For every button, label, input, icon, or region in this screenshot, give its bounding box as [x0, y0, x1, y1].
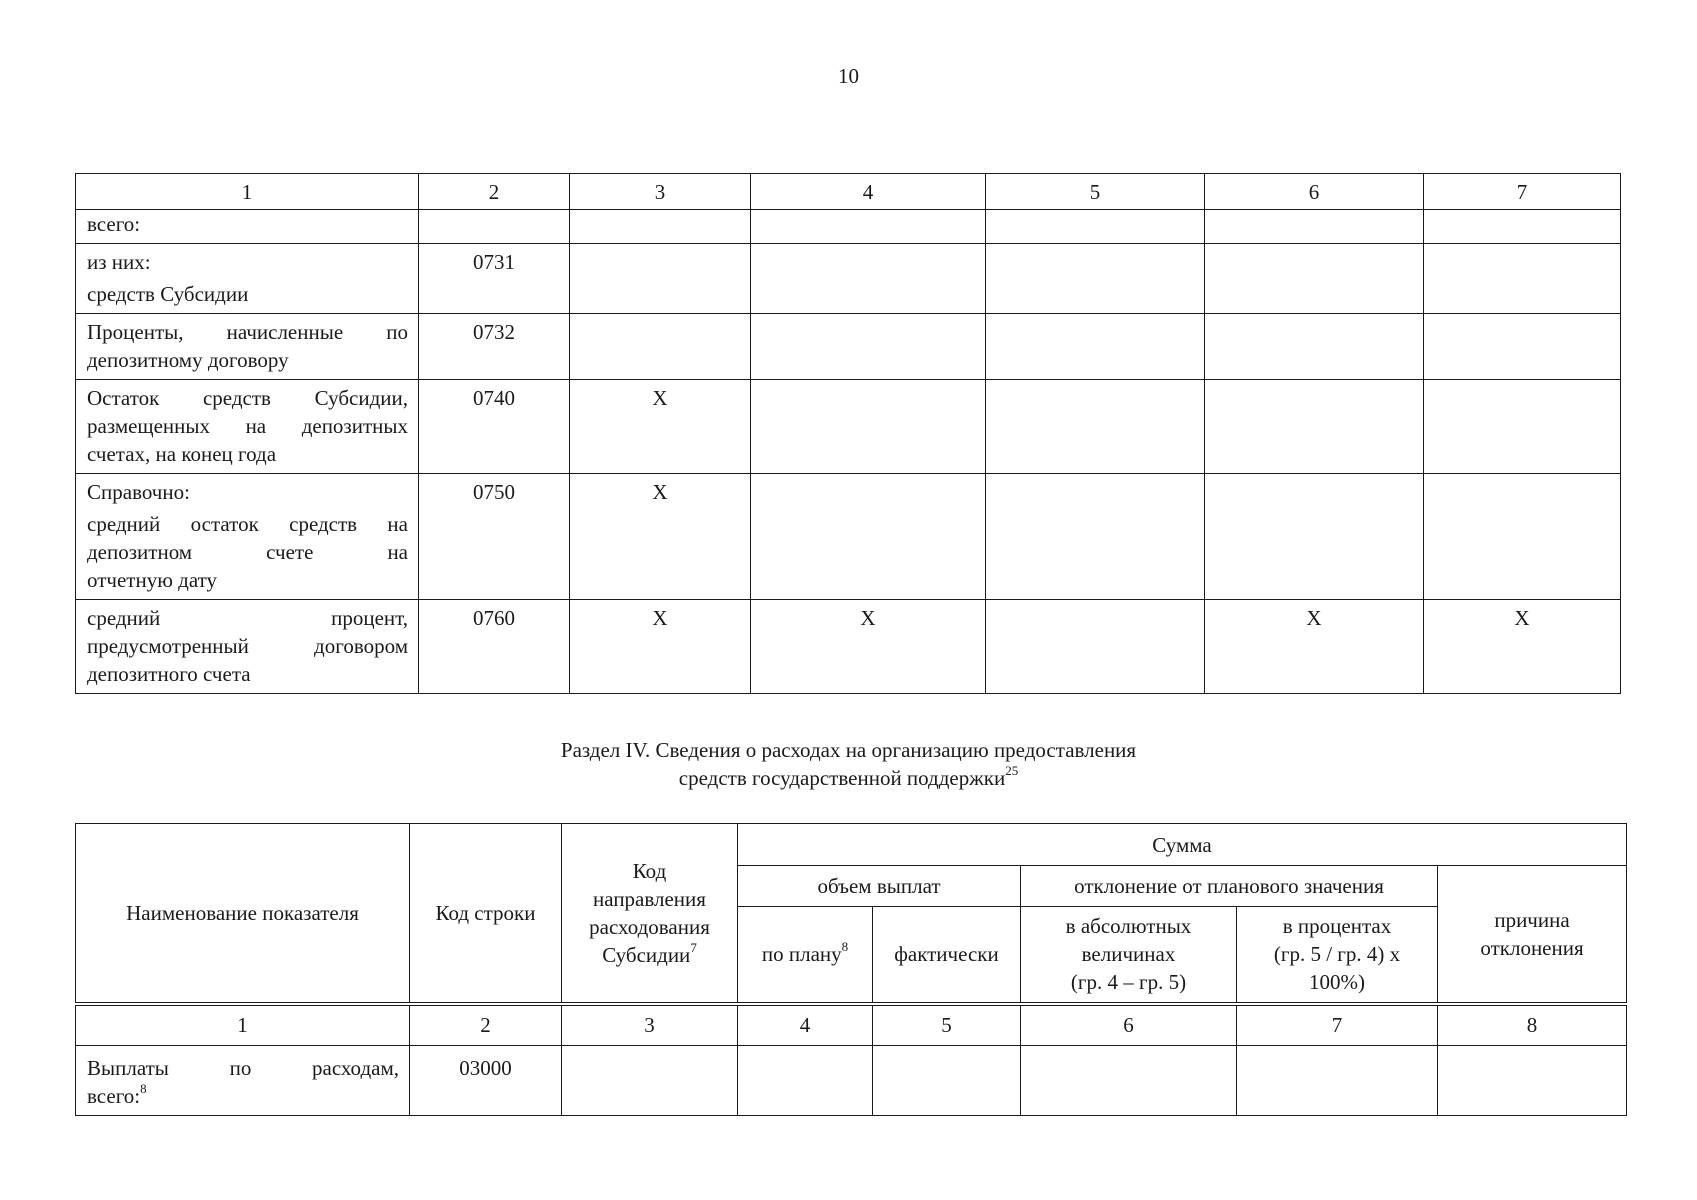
row-name: Справочно: средний остаток средств на депозитном счете на отчетную дату: [76, 474, 419, 600]
table-expenses: [75, 823, 1627, 1116]
footnote-ref: 25: [1005, 763, 1019, 778]
column-number: 5: [873, 1004, 1021, 1046]
x-mark: X: [1205, 600, 1424, 694]
row-name: Проценты, начисленные по депозитному договору: [76, 314, 419, 380]
col-header-sum: Сумма: [738, 824, 1627, 866]
table-row: [76, 380, 1621, 474]
table-row: [76, 244, 1621, 314]
col-header-plan: по плану$^8$: [738, 907, 873, 1004]
row-code: 03000: [410, 1046, 562, 1116]
header-cell: 5: [986, 174, 1205, 210]
column-number: 8: [1438, 1004, 1627, 1046]
row-code: 0732: [419, 314, 570, 380]
column-number: 6: [1021, 1004, 1237, 1046]
row-code: 0740: [419, 380, 570, 474]
column-number: 7: [1237, 1004, 1438, 1046]
section-title-line1: Раздел IV. Сведения о расходах на организацию предоставления: [560, 738, 1137, 762]
section-title-line2: средств государственной поддержки$^{25}$: [678, 763, 1019, 790]
row-name: Выплаты по расходам, всего:$^8$: [76, 1046, 410, 1116]
column-number-row: [76, 1004, 1627, 1046]
table-header-row: [76, 824, 1627, 866]
col-header-reason: причина отклонения: [1438, 866, 1627, 1004]
footnote-ref: 8: [140, 1081, 147, 1096]
column-number: 1: [76, 1004, 410, 1046]
page-number: 10: [838, 64, 859, 88]
x-mark: X: [570, 474, 751, 600]
col-header-absolute: в абсолютных величинах (гр. 4 – гр. 5): [1021, 907, 1237, 1004]
col-header-direction: Код направления расходования Субсидии$^7$: [562, 824, 738, 1004]
header-cell: 1: [76, 174, 419, 210]
footnote-ref: 8: [841, 939, 849, 955]
column-number: 4: [738, 1004, 873, 1046]
footnote-ref: 7: [690, 939, 697, 955]
header-cell: 4: [751, 174, 986, 210]
header-cell: 3: [570, 174, 751, 210]
table-header-row: [76, 174, 1621, 210]
column-number: 3: [562, 1004, 738, 1046]
table-row: [76, 314, 1621, 380]
row-code: [419, 210, 570, 244]
row-name: из них: средств Субсидии: [76, 244, 419, 314]
header-cell: 6: [1205, 174, 1424, 210]
col-header-deviation: отклонение от планового значения: [1021, 866, 1438, 907]
table-row: [76, 474, 1621, 600]
column-number: 2: [410, 1004, 562, 1046]
row-name: Остаток средств Субсидии, размещенных на депозитных счетах, на конец года: [76, 380, 419, 474]
table-row: [76, 210, 1621, 244]
row-name: средний процент, предусмотренный договором депозитного счета: [76, 600, 419, 694]
col-header-actual: фактически: [873, 907, 1021, 1004]
table-row: [76, 1046, 1627, 1116]
row-code: 0750: [419, 474, 570, 600]
table-subsidy-deposits: [75, 173, 1621, 694]
x-mark: X: [1424, 600, 1621, 694]
col-header-name: Наименование показателя: [76, 824, 410, 1004]
col-header-code: Код строки: [410, 824, 562, 1004]
header-cell: 2: [419, 174, 570, 210]
row-name: всего:: [76, 210, 419, 244]
header-cell: 7: [1424, 174, 1621, 210]
row-code: 0760: [419, 600, 570, 694]
x-mark: X: [570, 380, 751, 474]
section-title: [0, 736, 1697, 792]
x-mark: X: [751, 600, 986, 694]
table-row: [76, 600, 1621, 694]
x-mark: X: [570, 600, 751, 694]
col-header-percent: в процентах (гр. 5 / гр. 4) x 100%): [1237, 907, 1438, 1004]
col-header-volume: объем выплат: [738, 866, 1021, 907]
row-code: 0731: [419, 244, 570, 314]
